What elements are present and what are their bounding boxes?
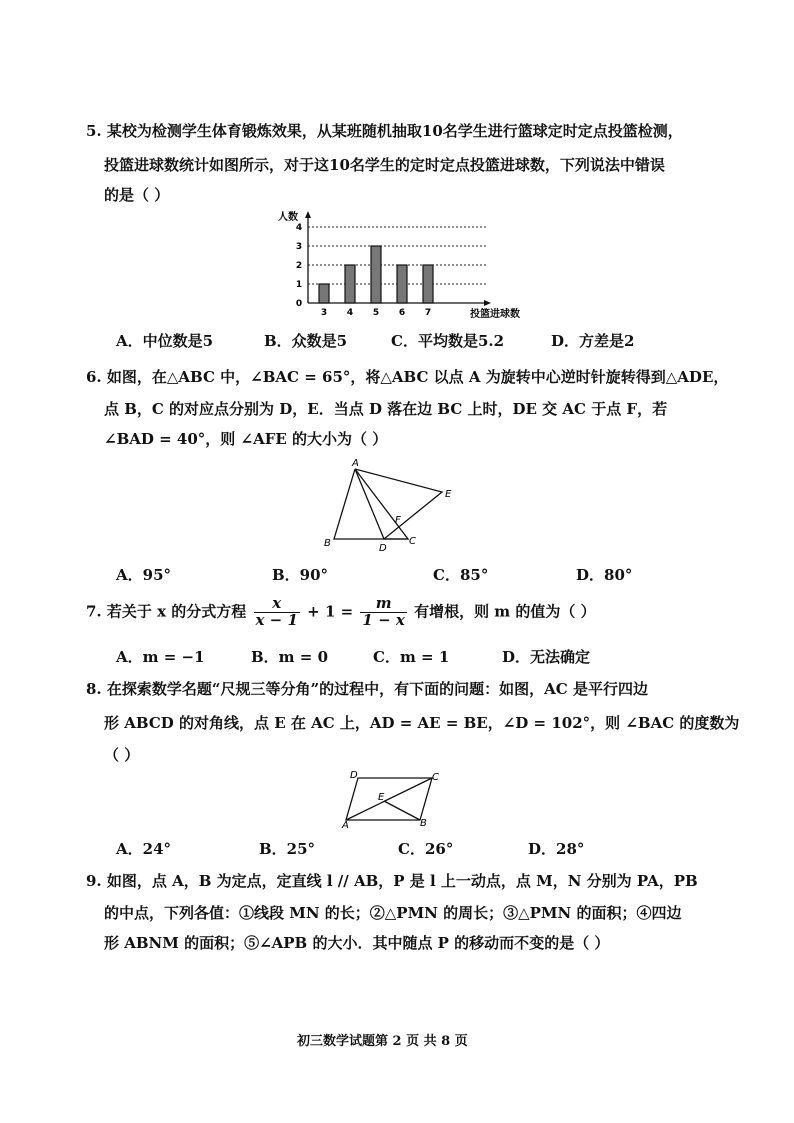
- q6-triangle-figure: [320, 455, 470, 555]
- q7-suffix: 有增根，则 m 的值为（ ）: [414, 602, 596, 621]
- segment-eb: [384, 801, 420, 820]
- chart-y-axis-arrow: [305, 211, 311, 218]
- q6-line3: ∠BAD = 40°，则 ∠AFE 的大小为（ ）: [104, 430, 388, 448]
- q7-stem: [86, 596, 596, 629]
- diagonal-ac: [346, 778, 432, 820]
- label-c: C: [409, 536, 416, 547]
- chart-bar: [423, 265, 433, 303]
- chart-x-tick-label: 4: [346, 308, 354, 318]
- q8-option-c: C．26°: [398, 840, 454, 858]
- chart-x-tick-label: 3: [320, 308, 328, 318]
- q8-line3: （ ）: [104, 746, 140, 764]
- chart-y-tick-label: 4: [295, 223, 303, 233]
- q8-line2: 形 ABCD 的对角线，点 E 在 AC 上，AD = AE = BE，∠D = 102°，则 ∠BAC 的度数为: [104, 714, 740, 732]
- q7-option-b: B．m = 0: [251, 648, 328, 666]
- label-b: B: [420, 818, 427, 829]
- label-d: D: [379, 543, 387, 554]
- q6-line1: 6. 如图，在△ABC 中，∠BAC = 65°，将△ABC 以点 A 为旋转中心逆时针旋转得到△ADE，: [86, 368, 729, 386]
- triangle-ade: [355, 469, 442, 539]
- q8-option-d: D．28°: [528, 840, 585, 858]
- chart-x-axis-arrow: [484, 300, 491, 306]
- chart-y-axis-label: 人数: [278, 212, 298, 223]
- q8-option-b: B．25°: [259, 840, 316, 858]
- q5-option-d: D．方差是2: [551, 332, 635, 350]
- q7-fraction-1: [254, 596, 300, 629]
- q5-line1: 5. 某校为检测学生体育锻炼效果，从某班随机抽取10名学生进行篮球定时定点投篮检测，: [86, 122, 683, 140]
- label-b: B: [324, 538, 331, 549]
- q5-line3: 的是（ ）: [104, 186, 170, 204]
- label-a: A: [342, 820, 349, 831]
- q7-prefix: 7. 若关于 x 的分式方程: [86, 602, 247, 621]
- chart-y-tick-label: 0: [295, 299, 303, 309]
- q5-option-c: C．平均数是5.2: [391, 332, 505, 350]
- chart-x-tick-label: 5: [372, 308, 380, 318]
- chart-bar: [397, 265, 407, 303]
- chart-x-tick-label: 6: [398, 308, 406, 318]
- q7-option-a: A．m = −1: [116, 648, 205, 666]
- label-f: F: [395, 515, 401, 526]
- q7-fraction-2-denominator: 1 − x: [362, 610, 405, 629]
- q9-line3: 形 ABNM 的面积；⑤∠APB 的大小．其中随点 P 的移动而不变的是（ ）: [104, 934, 610, 952]
- q7-middle: + 1 =: [307, 602, 354, 621]
- chart-y-tick-label: 1: [295, 280, 303, 290]
- chart-x-axis-label: 投篮进球数: [470, 309, 520, 320]
- chart-bar: [319, 284, 329, 303]
- chart-x-tick-label: 7: [424, 308, 432, 318]
- chart-y-tick-label: 2: [295, 261, 303, 271]
- q7-fraction-1-denominator: x − 1: [255, 610, 298, 629]
- q7-fraction-1-numerator: x: [272, 594, 282, 612]
- label-e: E: [445, 489, 452, 500]
- q9-line2: 的中点，下列各值：①线段 MN 的长；②△PMN 的周长；③△PMN 的面积；④四边: [104, 904, 682, 922]
- q5-option-a: A．中位数是5: [116, 332, 214, 350]
- chart-bar: [371, 246, 381, 303]
- label-a: A: [352, 458, 359, 469]
- chart-bar: [345, 265, 355, 303]
- q9-line1: 9. 如图，点 A，B 为定点，定直线 l // AB，P 是 l 上一动点，点 M，N 分别为 PA，PB: [86, 872, 698, 890]
- chart-y-tick-label: 3: [295, 242, 303, 252]
- q7-fraction-2: [360, 596, 406, 629]
- q6-option-a: A．95°: [116, 566, 172, 584]
- q7-option-c: C．m = 1: [373, 648, 450, 666]
- q8-line1: 8. 在探索数学名题“尺规三等分角”的过程中，有下面的问题：如图，AC 是平行四边: [86, 680, 648, 698]
- q6-option-b: B．90°: [272, 566, 329, 584]
- q7-fraction-2-numerator: m: [375, 594, 392, 612]
- page-footer: 初三数学试题第 2 页 共 8 页: [297, 1034, 468, 1049]
- q5-bar-chart: [262, 208, 520, 320]
- q5-line2: 投篮进球数统计如图所示，对于这10名学生的定时定点投篮进球数，下列说法中错误: [104, 156, 665, 174]
- q6-option-d: D．80°: [576, 566, 633, 584]
- label-e: E: [378, 792, 385, 803]
- q5-option-b: B．众数是5: [264, 332, 348, 350]
- label-c: C: [432, 772, 439, 783]
- q8-option-a: A．24°: [116, 840, 172, 858]
- q6-line2: 点 B，C 的对应点分别为 D，E．当点 D 落在边 BC 上时，DE 交 AC 于点 F，若: [104, 400, 668, 418]
- q8-parallelogram-figure: [338, 768, 448, 830]
- q6-option-c: C．85°: [433, 566, 489, 584]
- label-d: D: [350, 770, 358, 781]
- q7-option-d: D．无法确定: [502, 648, 591, 666]
